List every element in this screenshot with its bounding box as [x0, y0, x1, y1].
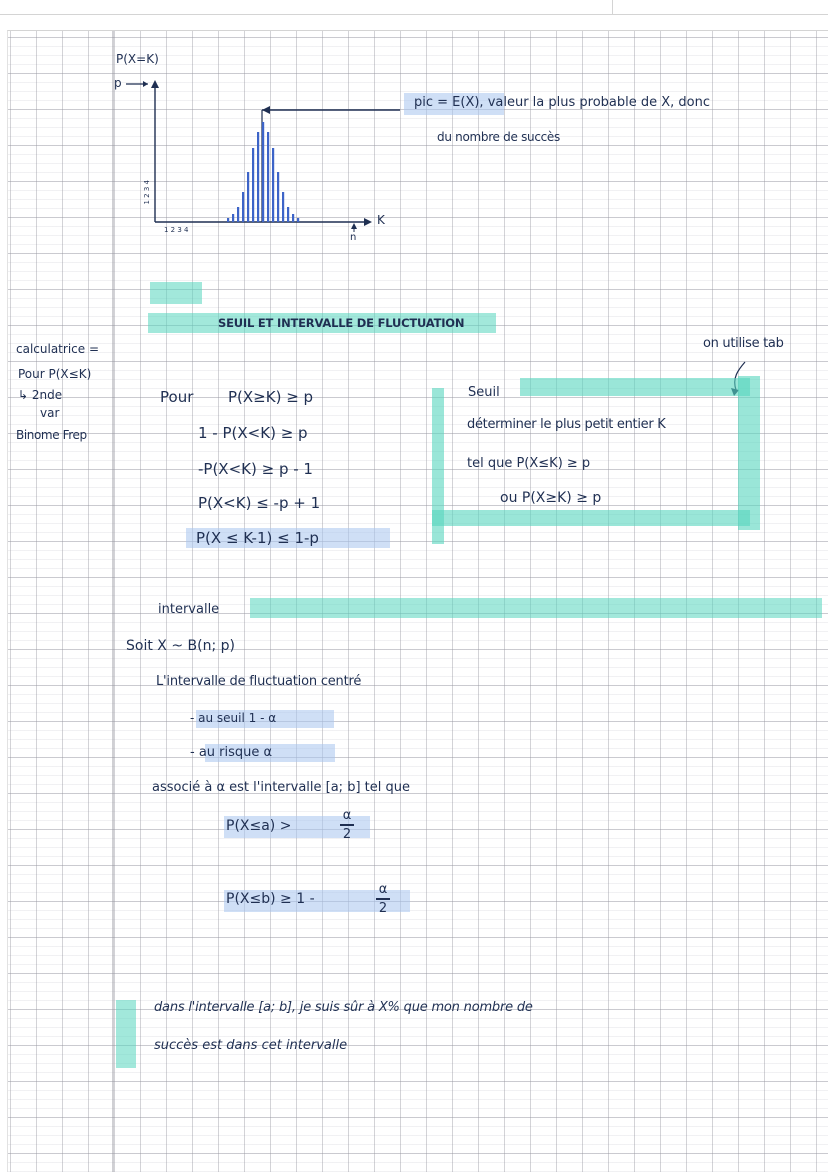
- intervalle-heading: intervalle: [158, 602, 220, 617]
- side-note-line5: Binome Frep: [16, 428, 87, 442]
- intervalle-highlight: [250, 598, 822, 618]
- fraction-1-den: 2: [342, 826, 352, 842]
- seuil-box-right: [738, 376, 760, 530]
- derivation-line4: P(X<K) ≤ -p + 1: [198, 494, 321, 512]
- graph-bar-5: [252, 148, 254, 222]
- graph-n-label: n: [350, 232, 357, 243]
- fraction-1-num: α: [342, 808, 352, 823]
- seuil-title: Seuil: [468, 385, 500, 400]
- seuil-box-top: [520, 378, 750, 396]
- side-note-line2: Pour P(X≤K): [18, 367, 92, 381]
- graph-bar-14: [297, 218, 299, 222]
- graph-y-label: P(X=K): [116, 52, 159, 66]
- graph-y-ticks: 1 2 3 4: [143, 180, 151, 205]
- fraction-2-den: 2: [378, 900, 388, 916]
- seuil-box-bottom: [432, 510, 750, 526]
- intervalle-def: L'intervalle de fluctuation centré: [156, 674, 362, 689]
- graph-bar-1: [232, 214, 234, 222]
- side-note-line3: ↳ 2nde: [18, 388, 63, 402]
- pic-annotation-line2: du nombre de succès: [437, 130, 560, 144]
- intervalle-associe: associé à α est l'intervalle [a; b] tel que: [152, 780, 410, 795]
- graph-bar-13: [292, 214, 294, 222]
- graph-bar-11: [282, 192, 284, 222]
- conclusion-line2: succès est dans cet intervalle: [154, 1038, 348, 1053]
- graph-bar-4: [247, 172, 249, 222]
- derivation-line1: P(X≥K) ≥ p: [228, 388, 314, 406]
- derivation-line5: P(X ≤ K-1) ≤ 1-p: [196, 529, 319, 547]
- graph-x-ticks: 1 2 3 4: [164, 226, 189, 234]
- title-highlight-small: [150, 282, 202, 304]
- side-note-line1: calculatrice =: [16, 342, 99, 356]
- graph-p-label: p: [114, 76, 122, 90]
- graph-bar-12: [287, 207, 289, 222]
- intervalle-risque: - au risque α: [190, 745, 273, 760]
- intervalle-cond1: P(X≤a) >: [226, 818, 292, 834]
- pic-annotation-line1: pic = E(X), valeur la plus probable de X, donc: [414, 95, 711, 110]
- conclusion-highlight: [116, 1000, 136, 1068]
- graph-bar-6: [257, 132, 259, 222]
- seuil-line2: tel que P(X≤K) ≥ p: [467, 456, 591, 471]
- fraction-2: [376, 882, 390, 916]
- fraction-2-num: α: [378, 882, 388, 897]
- intervalle-seuil: - au seuil 1 - α: [190, 711, 277, 725]
- derivation-line2: 1 - P(X<K) ≥ p: [198, 424, 308, 442]
- intervalle-cond2: P(X≤b) ≥ 1 -: [226, 891, 315, 907]
- seuil-line3: ou P(X≥K) ≥ p: [500, 490, 602, 506]
- fraction-1: [340, 808, 354, 842]
- graph-bar-2: [237, 207, 239, 222]
- graph-bars: [227, 122, 299, 222]
- seuil-line1: déterminer le plus petit entier K: [467, 417, 666, 432]
- graph-bar-8: [267, 132, 269, 222]
- graph-k-label: K: [377, 213, 385, 227]
- conclusion-line1: dans l'intervalle [a; b], je suis sûr à X% que mon nombre de: [154, 1000, 533, 1015]
- intervalle-soit: Soit X ~ B(n; p): [126, 638, 235, 654]
- section-title: SEUIL ET INTERVALLE DE FLUCTUATION: [218, 316, 465, 330]
- graph-bar-0: [227, 218, 229, 222]
- graph-bar-3: [242, 192, 244, 222]
- graph-bar-10: [277, 172, 279, 222]
- graph-axes: [0, 0, 828, 260]
- right-note: on utilise tab: [703, 336, 784, 351]
- derivation-line3: -P(X<K) ≥ p - 1: [198, 460, 313, 478]
- graph-bar-9: [272, 148, 274, 222]
- graph-bar-7: [262, 122, 264, 222]
- derivation-intro: Pour: [160, 388, 194, 406]
- side-note-line4: var: [40, 406, 60, 420]
